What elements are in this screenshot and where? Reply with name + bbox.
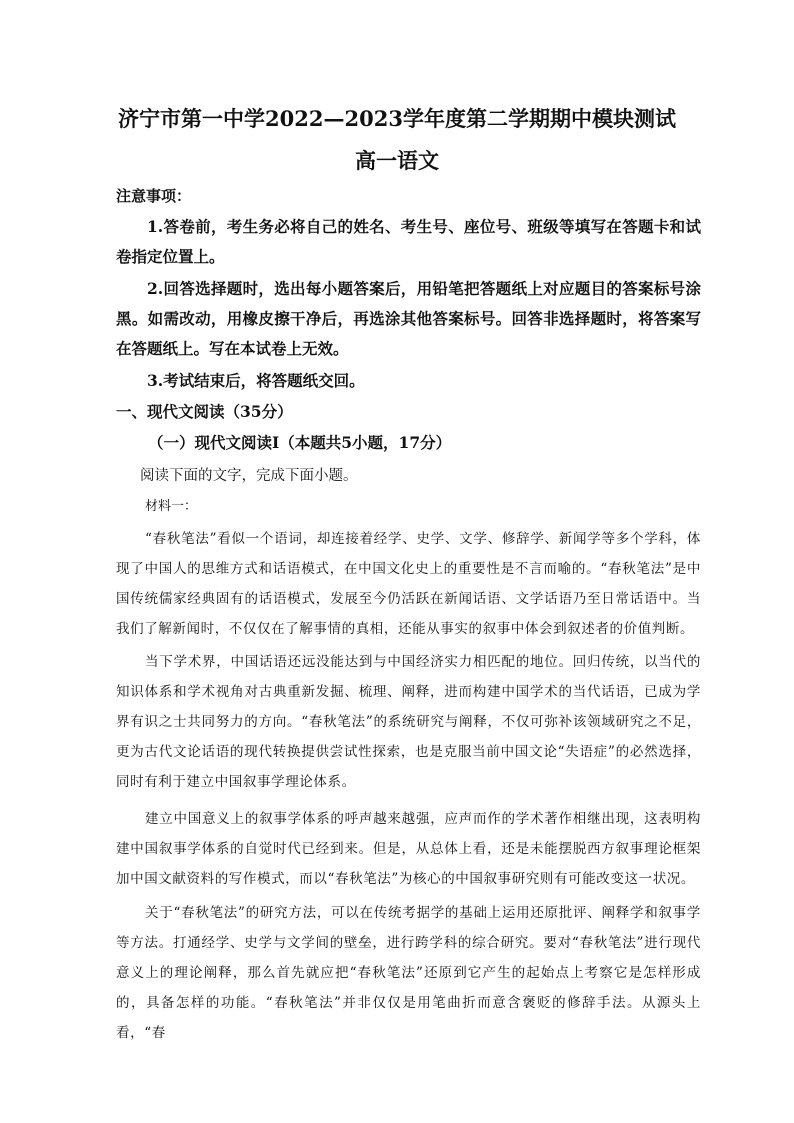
note-item-2: 2.回答选择题时，选出每小题答案后，用铅笔把答题纸上对应题目的答案标号涂黑。如需改动，用橡皮擦干净后，再选涂其他答案标号。回答非选择题时，将答案写在答题纸上。写在本试卷上无效。 bbox=[116, 279, 701, 358]
subsection-heading: （一）现代文阅读Ⅰ（本题共5小题，17分） bbox=[148, 433, 452, 452]
material-label: 材料一： bbox=[145, 499, 198, 514]
section-heading: 一、现代文阅读（35分） bbox=[116, 402, 293, 421]
exam-subject: 高一语文 bbox=[355, 148, 439, 173]
notes-heading: 注意事项： bbox=[116, 187, 192, 205]
note-item-1: 1.答卷前，考生务必将自己的姓名、考生号、座位号、班级等填写在答题卡和试卷指定位置上。 bbox=[116, 217, 701, 266]
passage-paragraph-2: 当下学术界，中国话语还远没能达到与中国经济实力相匹配的地位。回归传统，以当代的知识体系和学术视角对古典重新发掘、梳理、阐释，进而构建中国学术的当代话语，已成为学界有识之士共同努力的方向。“春秋笔法”的系统研究与阐释，不仅可弥补该领域研究之不足，更为古代文论话语的现代转换提供尝试性探索，也是克服当前中国文论“失语症”的必然选择，同时有利于建立中国叙事学理论体系。 bbox=[116, 654, 701, 790]
passage-paragraph-1: “春秋笔法”看似一个语词，却连接着经学、史学、文学、修辞学、新闻学等多个学科，体现了中国人的思维方式和话语模式，在中国文化史上的重要性是不言而喻的。“春秋笔法”是中国传统儒家经典固有的话语模式，发展至今仍活跃在新闻话语、文学话语乃至日常话语中。当我们了解新闻时，不仅仅在了解事情的真相，还能从事实的叙事中体会到叙述者的价值判断。 bbox=[116, 531, 701, 637]
passage-paragraph-3: 建立中国意义上的叙事学体系的呼声越来越强，应声而作的学术著作相继出现，这表明构建中国叙事学体系的自觉时代已经到来。但是，从总体上看，还是未能摆脱西方叙事理论框架加中国文献资料的写作模式，而以“春秋笔法”为核心的中国叙事研究则有可能改变这一状况。 bbox=[116, 811, 701, 887]
passage-paragraph-4: 关于“春秋笔法”的研究方法，可以在传统考据学的基础上运用还原批评、阐释学和叙事学等方法。打通经学、史学与文学间的壁垒，进行跨学科的综合研究。要对“春秋笔法”进行现代意义上的理论阐释，那么首先就应把“春秋笔法”还原到它产生的起始点上考察它是怎样形成的，具备怎样的功能。“春秋笔法”并非仅仅是用笔曲折而意含褒贬的修辞手法。从源头上看，“春 bbox=[116, 905, 701, 1041]
reading-instruction: 阅读下面的文字，完成下面小题。 bbox=[140, 468, 358, 484]
exam-title: 济宁市第一中学2022—2023学年度第二学期期中模块测试 bbox=[118, 106, 676, 131]
note-item-3: 3.考试结束后，将答题纸交回。 bbox=[147, 371, 365, 390]
